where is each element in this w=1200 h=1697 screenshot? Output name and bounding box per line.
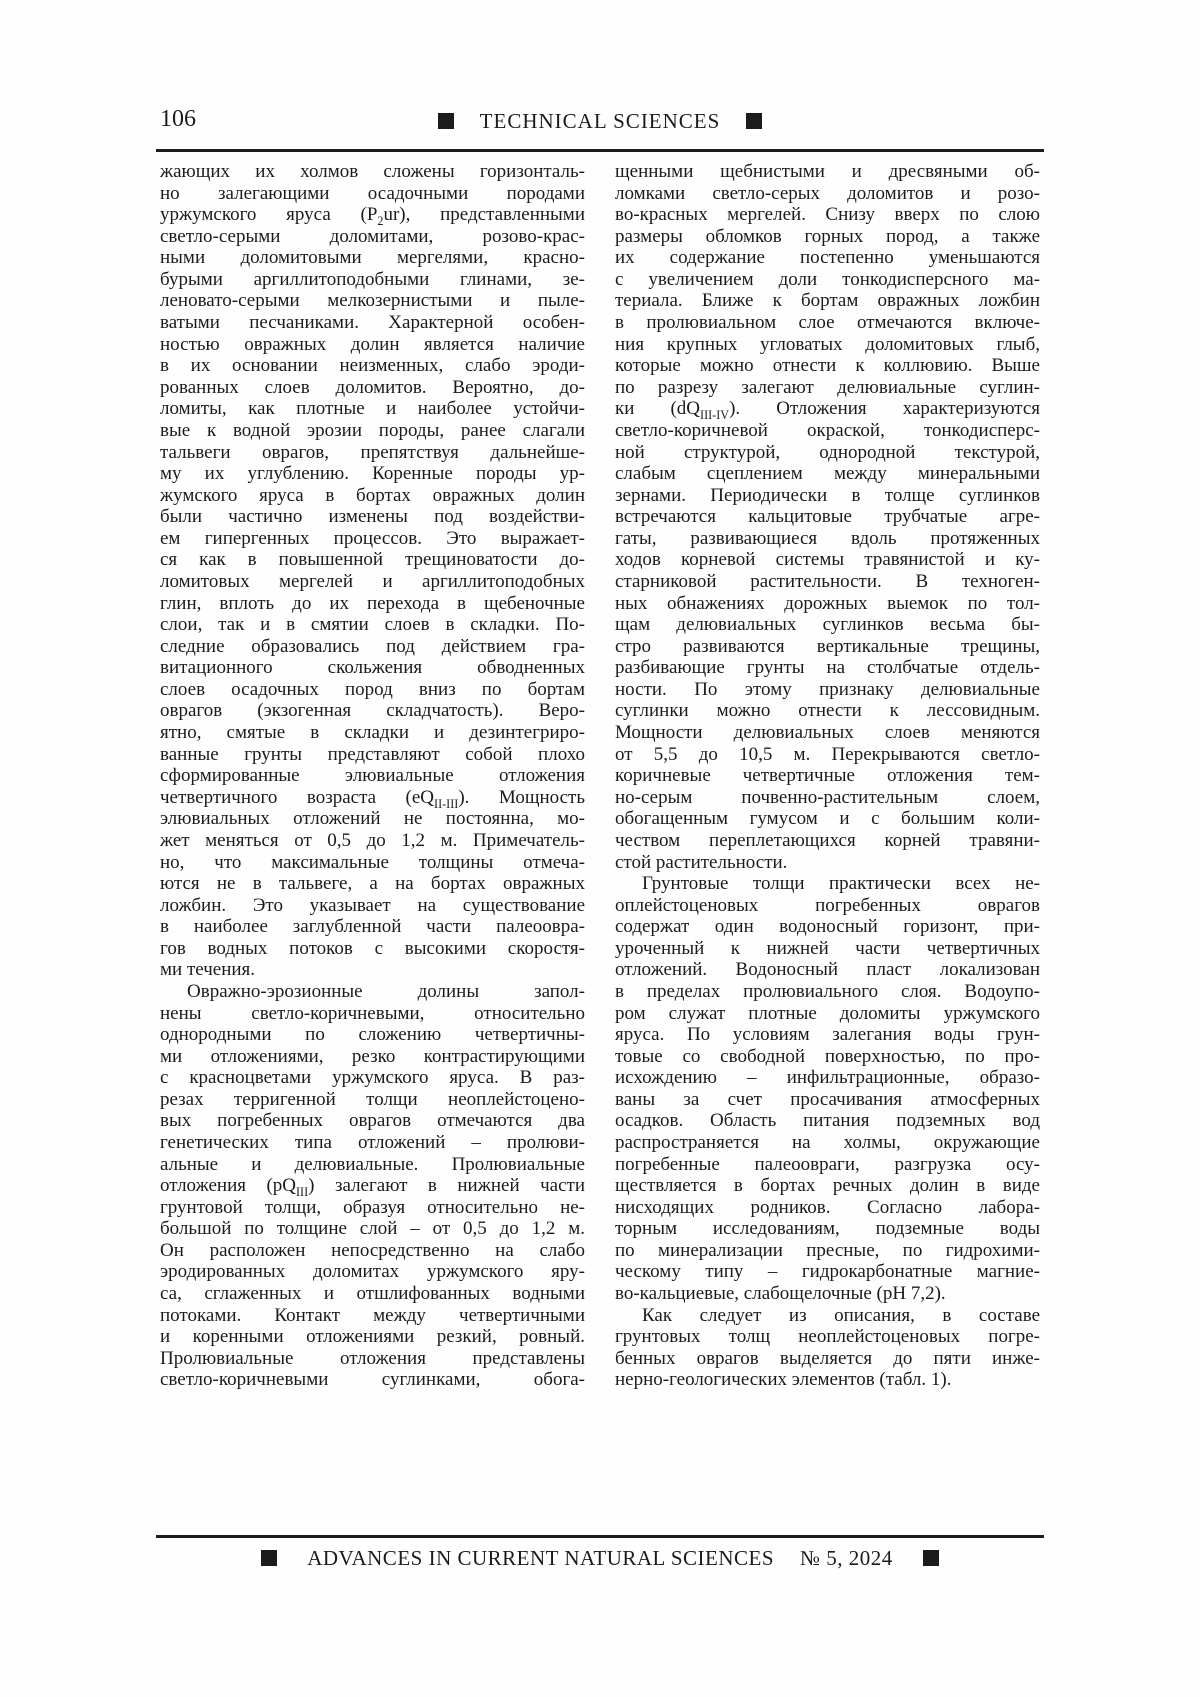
text-line	[160, 679, 585, 701]
text-line	[615, 355, 1040, 377]
text-segment: светло-коричневой окраской, тонкодисперс-	[615, 419, 1040, 441]
issue-number: № 5, 2024	[800, 1546, 893, 1570]
text-segment: жающих их холмов сложены горизонталь-	[160, 161, 585, 182]
text-segment: ем гипергенных процессов. Это выражает-	[160, 527, 585, 549]
text-segment: распространяется на холмы, окружающие	[615, 1132, 1040, 1154]
text-line	[615, 614, 1040, 636]
text-segment: но-серым почвенно-растительным слоем,	[615, 786, 1040, 808]
text-segment: ломками светло-серых доломитов и розо-	[615, 182, 1040, 204]
text-line	[160, 1218, 585, 1240]
text-segment: ных обнажениях дорожных выемок по тол-	[615, 592, 1040, 614]
text-segment: вых погребенных оврагов отмечаются два	[160, 1110, 585, 1132]
text-line	[160, 1067, 585, 1089]
footer-rule	[156, 1535, 1044, 1538]
text-line	[615, 1326, 1040, 1348]
text-segment: размеры обломков горных пород, а также	[615, 225, 1040, 247]
text-segment: ными доломитовыми мергелями, красно-	[160, 247, 585, 269]
text-segment: оврагов (экзогенная складчатость). Веро-	[160, 700, 585, 722]
text-segment: ром служат плотные доломиты уржумского	[615, 1002, 1040, 1024]
text-segment: погребенные палеоовраги, разгрузка осу-	[615, 1153, 1040, 1175]
header-rule	[156, 149, 1044, 152]
text-segment: потоками. Контакт между четвертичными	[160, 1304, 585, 1326]
text-line	[615, 334, 1040, 356]
text-line	[160, 593, 585, 615]
text-segment: бенных оврагов выделяется до пяти инже-	[615, 1347, 1040, 1369]
text-segment: суглинки можно отнести к лессовидным.	[615, 700, 1040, 722]
text-line	[160, 334, 585, 356]
text-line	[160, 420, 585, 442]
text-segment: уржумского яруса (P	[160, 204, 378, 226]
text-line	[160, 1326, 585, 1348]
text-segment: Он расположен непосредственно на слабо	[160, 1239, 585, 1261]
text-line	[160, 485, 585, 507]
running-head-title: TECHNICAL SCIENCES	[479, 109, 721, 133]
text-segment: глин, вплоть до их перехода в щебеночные	[160, 592, 585, 614]
text-segment: щам делювиальных суглинков весьма бы-	[615, 614, 1040, 636]
text-segment: Мощности делювиальных слоев меняются	[615, 722, 1040, 744]
text-line	[615, 744, 1040, 766]
text-segment: ки (dQ	[615, 398, 701, 420]
text-line	[160, 1132, 585, 1154]
text-line	[615, 1240, 1040, 1262]
text-line	[615, 1154, 1040, 1176]
text-line	[160, 161, 585, 183]
text-segment: чеством переплетающихся корней травяни-	[615, 829, 1040, 851]
text-segment: отложений. Водоносный пласт локализован	[615, 959, 1040, 981]
text-segment: са, сглаженных и отшлифованных водными	[160, 1283, 585, 1305]
text-segment: альные и делювиальные. Пролювиальные	[160, 1153, 585, 1175]
text-segment: ности. По этому признаку делювиальные	[615, 678, 1040, 700]
text-line	[615, 1175, 1040, 1197]
text-line	[160, 355, 585, 377]
text-line	[615, 463, 1040, 485]
text-segment: оплейстоценовых погребенных оврагов	[615, 894, 1040, 916]
text-line	[615, 1305, 1040, 1327]
text-line	[160, 657, 585, 679]
footer-left-square-marker-icon	[261, 1550, 277, 1566]
text-segment: Овражно-эрозионные долины запол-	[187, 980, 585, 1002]
text-line	[160, 247, 585, 269]
text-line	[615, 398, 1040, 423]
text-line	[615, 1261, 1040, 1283]
footer-right-square-marker-icon	[923, 1550, 939, 1566]
text-line	[160, 873, 585, 895]
text-line	[615, 1283, 1040, 1305]
text-segment: с красноцветами уржумского яруса. В раз-	[160, 1067, 585, 1089]
text-segment: слабым сцеплением между минеральными	[615, 463, 1040, 485]
text-line	[160, 852, 585, 874]
text-line	[615, 571, 1040, 593]
text-line	[615, 183, 1040, 205]
text-segment: но, что максимальные толщины отмеча-	[160, 851, 585, 873]
text-segment: гаты, развивающиеся вдоль протяженных	[615, 527, 1040, 549]
text-line	[615, 981, 1040, 1003]
text-line	[160, 830, 585, 852]
text-segment: ми течения.	[160, 959, 256, 981]
text-line	[615, 895, 1040, 917]
text-line	[160, 916, 585, 938]
text-segment: и коренными отложениями резкий, ровный.	[160, 1326, 585, 1348]
text-segment: сформированные элювиальные отложения	[160, 765, 585, 787]
paragraph	[615, 161, 1040, 873]
left-column	[160, 161, 585, 1391]
text-segment: в их основании неизменных, слабо эроди-	[160, 355, 585, 377]
text-line	[615, 1348, 1040, 1370]
text-segment: грунтовой толщи, образуя относительно не-	[160, 1196, 585, 1218]
text-line	[615, 420, 1040, 442]
subscript-index: III-IV	[700, 408, 730, 423]
text-segment: по минерализации пресные, по гидрохими-	[615, 1239, 1040, 1261]
text-line	[160, 1154, 585, 1176]
text-segment: ванные грунты представляют собой плохо	[160, 743, 585, 765]
text-line	[615, 808, 1040, 830]
text-segment: витационного скольжения обводненных	[160, 657, 585, 679]
journal-title: ADVANCES IN CURRENT NATURAL SCIENCES	[307, 1546, 775, 1570]
text-segment: следние образовались под действием гра-	[160, 635, 585, 657]
text-segment: Как следует из описания, в составе	[642, 1304, 1040, 1326]
text-segment: стро развиваются вертикальные трещины,	[615, 635, 1040, 657]
text-line	[160, 1261, 585, 1283]
text-segment: териала. Ближе к бортам овражных ложбин	[615, 290, 1040, 312]
text-segment: эродированных доломитах уржумского яру-	[160, 1261, 585, 1283]
text-line	[160, 959, 585, 981]
text-segment: щенными щебнистыми и дресвяными об-	[615, 161, 1040, 182]
text-line	[615, 1369, 1040, 1391]
paragraph	[615, 873, 1040, 1305]
text-segment: большой по толщине слой – от 0,5 до 1,2 м.	[160, 1218, 585, 1240]
text-segment: элювиальных отложений не постоянна, мо-	[160, 808, 585, 830]
text-segment: тальвеги оврагов, препятствуя дальнейше-	[160, 441, 585, 463]
text-segment: светло-серыми доломитами, розово-крас-	[160, 225, 585, 247]
text-segment: однородными по сложению четвертичны-	[160, 1024, 585, 1046]
text-line	[160, 895, 585, 917]
text-line	[160, 1197, 585, 1219]
page-number: 106	[160, 106, 196, 132]
text-line	[615, 161, 1040, 183]
text-line	[160, 398, 585, 420]
text-line	[160, 226, 585, 248]
text-segment: ватыми песчаниками. Характерной особен-	[160, 312, 585, 334]
text-segment: ся как в повышенной трещиноватости до-	[160, 549, 585, 571]
text-line	[160, 1305, 585, 1327]
text-line	[160, 290, 585, 312]
text-segment: му их углублению. Коренные породы ур-	[160, 463, 585, 485]
text-line	[160, 1003, 585, 1025]
text-line	[615, 1218, 1040, 1240]
text-segment: слоев осадочных пород вниз по бортам	[160, 678, 585, 700]
article-body	[160, 161, 1040, 1391]
text-segment: осадков. Область питания подземных вод	[615, 1110, 1040, 1132]
text-segment: жумского яруса в бортах овражных долин	[160, 484, 585, 506]
text-segment: светло-коричневыми суглинками, обога-	[160, 1369, 585, 1391]
text-line	[615, 873, 1040, 895]
text-segment: ми отложениями, резко контрастирующими	[160, 1045, 585, 1067]
right-column	[615, 161, 1040, 1391]
text-line	[615, 787, 1040, 809]
text-segment: ). Мощность	[458, 786, 586, 808]
text-line	[615, 312, 1040, 334]
paragraph	[160, 161, 585, 981]
text-segment: ваны за счет просачивания атмосферных	[615, 1088, 1040, 1110]
text-segment: отложения (pQ	[160, 1175, 296, 1197]
text-segment: гов водных потоков с высокими скоростя-	[160, 937, 585, 959]
text-line	[615, 226, 1040, 248]
text-line	[160, 312, 585, 334]
text-line	[615, 1197, 1040, 1219]
paragraph	[160, 981, 585, 1391]
text-line	[615, 549, 1040, 571]
text-line	[615, 269, 1040, 291]
text-line	[160, 269, 585, 291]
text-line	[615, 852, 1040, 874]
text-segment: встречаются кальцитовые трубчатые агре-	[615, 506, 1040, 528]
text-line	[615, 1046, 1040, 1068]
text-line	[615, 377, 1040, 399]
text-line	[160, 938, 585, 960]
text-line	[160, 571, 585, 593]
text-line	[160, 700, 585, 722]
text-line	[615, 916, 1040, 938]
text-segment: резах терригенной толщи неоплейстоцено-	[160, 1088, 585, 1110]
text-segment: их содержание постепенно уменьшаются	[615, 247, 1040, 269]
text-line	[160, 981, 585, 1003]
text-segment: рованных слоев доломитов. Вероятно, до-	[160, 376, 585, 398]
text-line	[615, 506, 1040, 528]
text-segment: леновато-серыми мелкозернистыми и пыле-	[160, 290, 585, 312]
text-line	[615, 204, 1040, 226]
text-line	[160, 1024, 585, 1046]
text-segment: ) залегают в нижней части	[308, 1175, 585, 1197]
text-segment: были частично изменены под воздействи-	[160, 506, 585, 528]
text-segment: от 5,5 до 10,5 м. Перекрываются светло-	[615, 743, 1040, 765]
text-segment: ческому типу – гидрокарбонатные магние-	[615, 1261, 1040, 1283]
text-line	[160, 722, 585, 744]
text-line	[160, 1240, 585, 1262]
text-segment: в наиболее заглубленной части палеоовра-	[160, 916, 585, 938]
text-line	[615, 1110, 1040, 1132]
text-line	[615, 636, 1040, 658]
text-line	[160, 1175, 585, 1197]
text-segment: во-красных мергелей. Снизу вверх по слою	[615, 204, 1040, 226]
text-line	[615, 528, 1040, 550]
text-line	[160, 506, 585, 528]
text-segment: яруса. По условиям залегания воды грун-	[615, 1024, 1040, 1046]
text-segment: старниковой растительности. В техноген-	[615, 570, 1040, 592]
text-line	[615, 938, 1040, 960]
text-segment: ния крупных угловатых доломитовых глыб,	[615, 333, 1040, 355]
text-segment: слои, так и в смятии слоев в складки. По-	[160, 614, 585, 636]
paragraph	[615, 1305, 1040, 1391]
text-segment: ностью овражных долин является наличие	[160, 333, 585, 355]
text-segment: ложбин. Это указывает на существование	[160, 894, 585, 916]
text-line	[160, 1348, 585, 1370]
text-segment: нисходящих родников. Согласно лабора-	[615, 1196, 1040, 1218]
text-segment: ной структурой, однородной текстурой,	[615, 441, 1040, 463]
text-segment: ются не в тальвеге, а на бортах овражных	[160, 873, 585, 895]
text-segment: ществляется в бортах речных долин в виде	[615, 1175, 1040, 1197]
text-segment: коричневые четвертичные отложения тем-	[615, 765, 1040, 787]
text-line	[615, 657, 1040, 679]
text-line	[160, 636, 585, 658]
text-line	[615, 700, 1040, 722]
running-head	[160, 109, 1040, 134]
text-segment: Пролювиальные отложения представлены	[160, 1347, 585, 1369]
text-line	[615, 1089, 1040, 1111]
text-segment: грунтовых толщ неоплейстоценовых погре-	[615, 1326, 1040, 1348]
text-segment: вые к водной эрозии породы, ранее слагали	[160, 419, 585, 441]
subscript-index: II-III	[434, 796, 459, 811]
text-line	[160, 614, 585, 636]
text-segment: разбивающие грунты на столбчатые отдель-	[615, 657, 1040, 679]
text-segment: зернами. Периодически в толще суглинков	[615, 484, 1040, 506]
text-segment: ). Отложения характеризуются	[729, 398, 1040, 420]
text-line	[160, 1283, 585, 1305]
text-segment: по разрезу залегают делювиальные суглин-	[615, 376, 1040, 398]
header-left-square-marker-icon	[438, 113, 454, 129]
text-line	[160, 765, 585, 787]
text-line	[615, 679, 1040, 701]
text-segment: ur), представленными	[383, 204, 585, 226]
text-segment: в пределах пролювиального слоя. Водоупо-	[615, 980, 1040, 1002]
text-line	[160, 744, 585, 766]
text-segment: бурыми аргиллитоподобными глинами, зе-	[160, 268, 585, 290]
text-line	[615, 1132, 1040, 1154]
text-segment: ломиты, как плотные и наиболее устойчи-	[160, 398, 585, 420]
text-segment: которые можно отнести к коллювию. Выше	[615, 355, 1040, 377]
text-line	[615, 1024, 1040, 1046]
text-segment: с увеличением доли тонкодисперсного ма-	[615, 268, 1040, 290]
text-line	[160, 528, 585, 550]
text-line	[615, 765, 1040, 787]
text-segment: но залегающими осадочными породами	[160, 182, 585, 204]
text-line	[615, 593, 1040, 615]
text-line	[615, 290, 1040, 312]
text-line	[615, 1067, 1040, 1089]
text-line	[160, 808, 585, 830]
text-segment: четвертичного возраста (eQ	[160, 786, 435, 808]
text-line	[160, 463, 585, 485]
text-segment: товые со свободной поверхностью, по про-	[615, 1045, 1040, 1067]
text-line	[615, 485, 1040, 507]
text-line	[615, 247, 1040, 269]
text-segment: стой растительности.	[615, 851, 788, 873]
text-line	[160, 377, 585, 399]
text-line	[615, 959, 1040, 981]
text-segment: торным исследованиям, подземные воды	[615, 1218, 1040, 1240]
header-right-square-marker-icon	[746, 113, 762, 129]
text-line	[160, 549, 585, 571]
text-line	[160, 1046, 585, 1068]
text-segment: уроченный к нижней части четвертичных	[615, 937, 1040, 959]
text-line	[615, 830, 1040, 852]
text-segment: обогащенным гумусом и с большим коли-	[615, 808, 1040, 830]
text-segment: в пролювиальном слое отмечаются включе-	[615, 312, 1040, 334]
text-segment: нены светло-коричневыми, относительно	[160, 1002, 585, 1024]
text-segment: жет меняться от 0,5 до 1,2 м. Примечатель-	[160, 829, 585, 851]
text-line	[615, 1003, 1040, 1025]
text-segment: исхождению – инфильтрационные, образо-	[615, 1067, 1040, 1089]
text-line	[160, 442, 585, 464]
text-segment: ломитовых мергелей и аргиллитоподобных	[160, 570, 585, 592]
text-segment: генетических типа отложений – пролюви-	[160, 1132, 585, 1154]
text-segment: нерно-геологических элементов (табл. 1).	[615, 1369, 952, 1391]
text-segment: ходов корневой системы травянистой и ку-	[615, 549, 1040, 571]
text-segment: ятно, смятые в складки и дезинтегриро-	[160, 722, 585, 744]
text-line	[615, 442, 1040, 464]
subscript-index: 2	[377, 213, 384, 228]
text-segment: Грунтовые толщи практически всех не-	[642, 873, 1040, 895]
text-line	[160, 204, 585, 226]
text-segment: во-кальциевые, слабощелочные (pH 7,2).	[615, 1283, 946, 1305]
subscript-index: III	[296, 1184, 309, 1199]
text-line	[160, 183, 585, 205]
page-footer	[160, 1546, 1040, 1571]
text-line	[615, 722, 1040, 744]
text-segment: содержат один водоносный горизонт, при-	[615, 916, 1040, 938]
text-line	[160, 1369, 585, 1391]
text-line	[160, 1110, 585, 1132]
text-line	[160, 1089, 585, 1111]
text-line	[160, 787, 585, 809]
